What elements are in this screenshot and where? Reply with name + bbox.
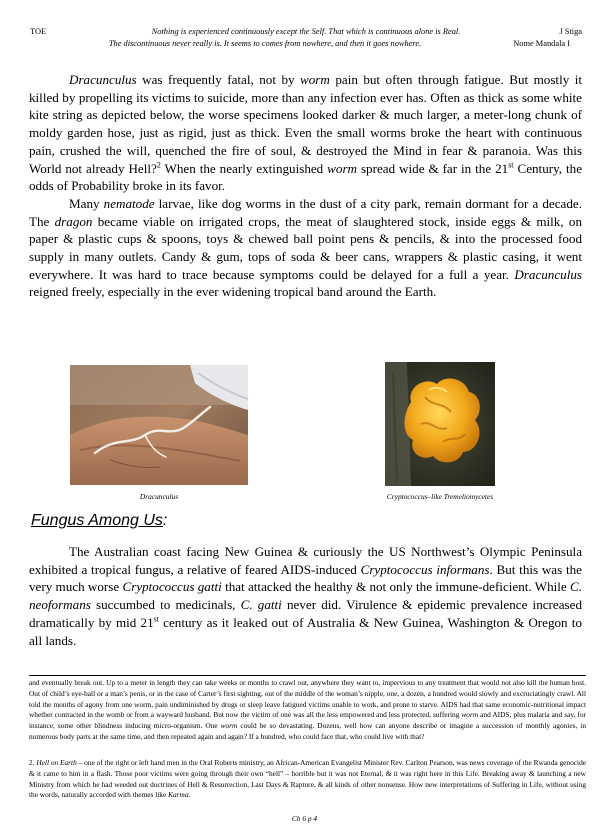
fungus-photo <box>385 362 495 486</box>
fungus-text <box>29 543 582 649</box>
page-number: Ch 6 p 4 <box>291 814 318 823</box>
footnote-2-title: Hell on Earth <box>36 758 77 767</box>
paragraph-1: Dracunculus was frequently fatal, not by worm pain but often through fatigue. But mostly it killed by propelling its victims to suicide, more than any infection ever has. Often as thick as some white kite string as depicted below, the worse specimens looked darker & much larger, a meter-long chunk of moldy garden hose, just as rigid, just as thick. Even the small worms broke the heart with continuous pain, crushed the will, quenched the fire of soul, & destroyed the Mind in fear & paranoia. Was this World not already Hell?$^2$ When the nearly extinguished worm spread wide & far in the 21st Century, the odds of Probability broke in its favor. <box>29 72 583 194</box>
dracunculus-caption: Dracunculus <box>139 492 179 501</box>
fungus-caption: Cryptococcus–like Tremeliomycetes <box>386 492 494 501</box>
footnote-continued: and eventually break out. Up to a meter in length they can take weeks or months to crawl out, anywhere they want to, impervious to any treatment that would not also kill the human host. Out of child’s eye-ball or a man’s penis, or in the case of Carter’s first sighting, out of the middle of the woman’s nipple, one, a dozen, a hundred would slowly and excruciatingly crawl. All told the months of agony from one worm, pain undiminished by drugs or sleep leave fatigued victims unable to work, and prone to starve. AIDS had that same economic-nutritional impact whether contracted in the womb or from a wayward husband. But now the victim of one was all the less empowered and less protected, suffering worm and AIDS, plus malaria and say, for instance, some other blindness inducing micro-organism. One worm could be so devastating. Dozens, well how can anyone describe or imagine a succession of monthly agonies, in numerous body parts at the same time, and then repeated again and again? If a hundred, who could face that, who could live with that? <box>29 678 586 741</box>
header-left-label: TOE <box>30 27 47 36</box>
header-source: Nome Mandala I <box>513 39 570 48</box>
paragraph-2: Many nematode larvae, like dog worms in the dust of a city park, remain dormant for a decade. The dragon became viable on irrigated crops, the meat of slaughtered stock, inside eggs & milk, on paper & plastic cups & spoons, toys & chewed ball point pens & pencils, & into the processed food supply in many outlets. Candy & gum, tops of soda & beer cans, wrappers & plastic casing, it went everywhere. It was hard to trace because symptoms could be delayed for a full a year. Dracunculus reigned freely, especially in the ever widening tropical band around the Earth. <box>29 195 582 300</box>
section-title: Fungus Among Us: <box>31 512 168 529</box>
footnote-ref-2: 2 <box>156 160 161 170</box>
header-quote-line2: The discontinuous never really is. It seems to comes from nowhere, and then it goes nowhere. <box>108 39 422 48</box>
footnote-divider <box>29 675 586 676</box>
footnote-2: 2. Hell on Earth – one of the right or left hand men in the Oral Roberts ministry, an African-American Evangelist Minister Rev. Carlton Pearson, was news coverage of the Rwanda genocide & it came to him in a flash. Those poor victims were going through their own “hell” – horrible but it was not Eternal, & it was right here in this Life. Breaking away & launching a new Ministry from which he had weeded out doctrines of Hell & Resurrection, Last Days & Rapture, & all kinds of other nonsense. How new interpretations of Suffering in Life, without using the words, naturally accorded with themes like Karma. <box>29 758 587 800</box>
header-author: J Stiga <box>559 27 582 36</box>
header-quote-line1: Nothing is experienced continuously except the Self. That which is continuous alone is Real. <box>151 27 461 36</box>
intro-text <box>29 71 582 301</box>
dracunculus-photo <box>70 365 248 485</box>
paragraph-3: The Australian coast facing New Guinea & curiously the US Northwest’s Olympic Peninsula exhibited a tropical fungus, a relative of feared AIDS-induced Cryptococcus informans. But this was the very much worse Cryptococcus gatti that attacked the healthy & not only the immune-deficient. While C. neoformans succumbed to medicinals, C. gatti never did. Virulence & epidemic prevalence increased dramatically by mid 21st century as it leaked out of Australia & New Guinea, Washington & Oregon to all lands. <box>29 544 583 648</box>
